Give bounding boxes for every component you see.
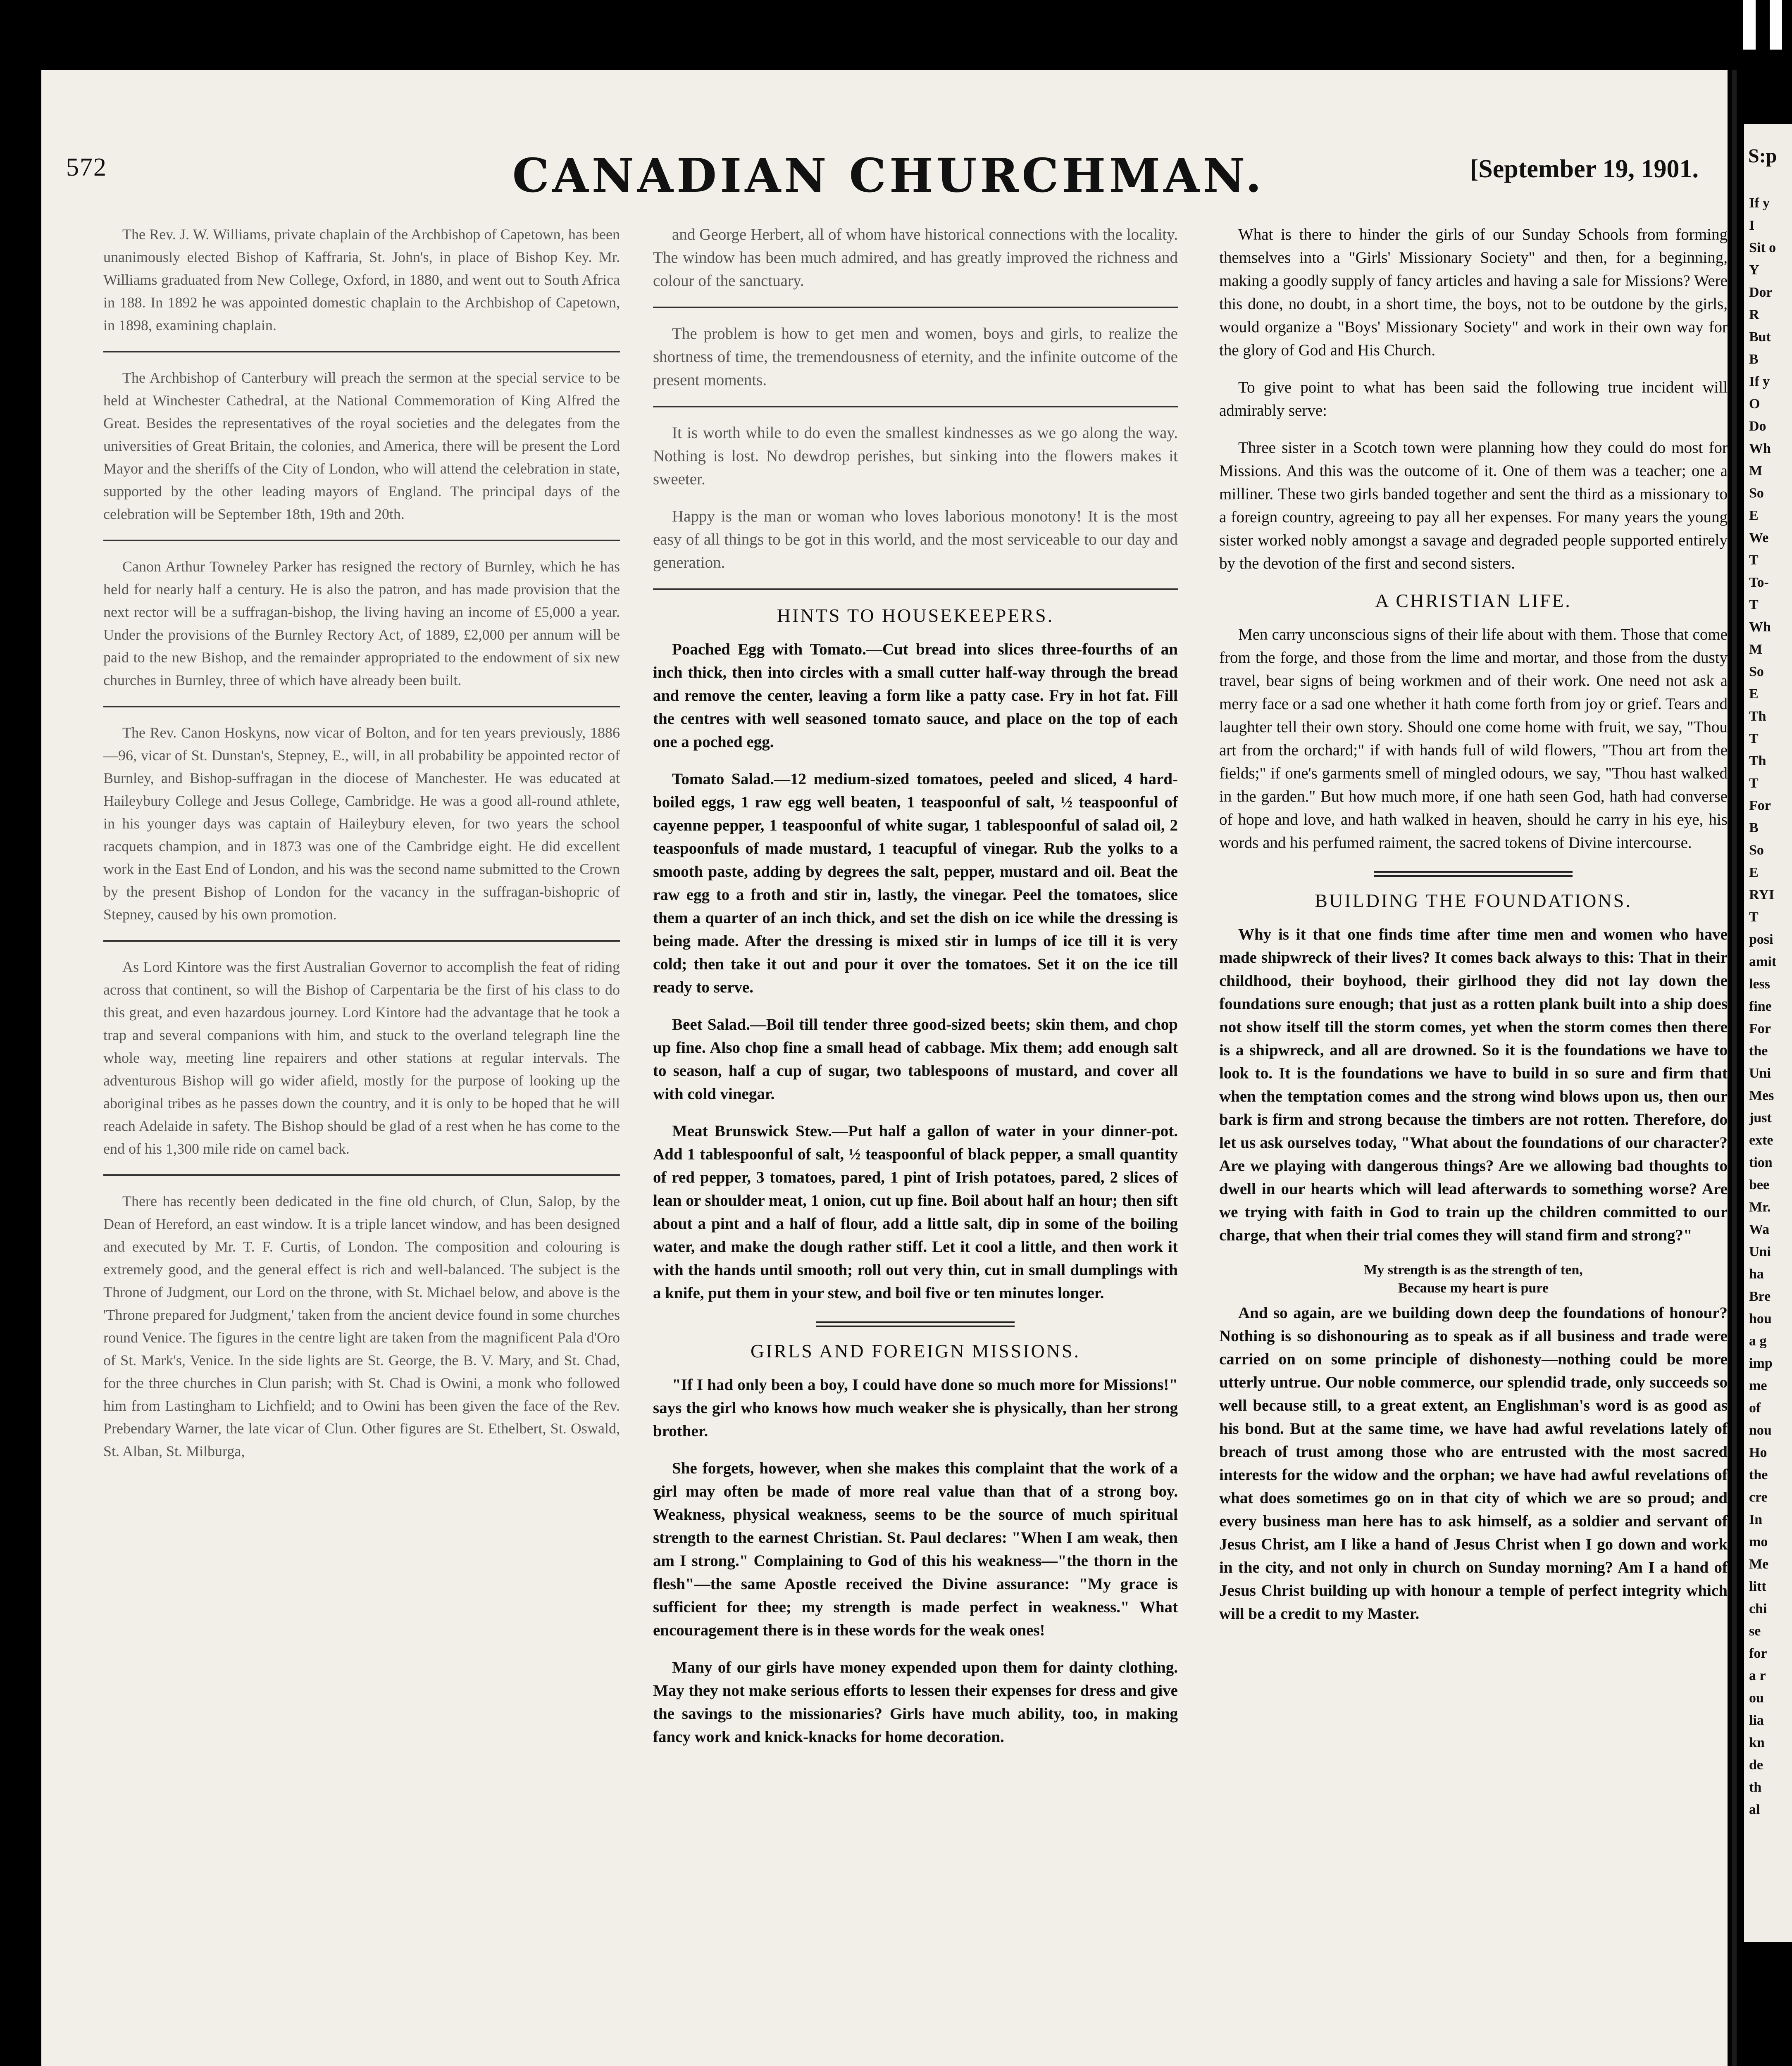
- column-3: [1219, 223, 1728, 1640]
- paragraph-problem: The problem is how to get men and women, boys and girls, to realize the shortness of time, the tremendousness of eternity, and the infinite outcome of the present moments.: [653, 325, 1178, 389]
- adjacent-page-line: posi: [1749, 932, 1773, 947]
- scan-marker-top-left: [1743, 0, 1756, 50]
- missions-section: [653, 1373, 1178, 1749]
- adjacent-page-line: So: [1749, 664, 1764, 679]
- recipes-section: [653, 638, 1178, 1305]
- paragraph-she-forgets: She forgets, however, when she makes this complaint that the work of a girl may often be made of more real value than that of a strong boy. Weakness, physical weakness, seems to be the source of much spiritual strength to the earnest Christian. St. Paul declares: "When I am weak, then am I strong." Complaining to God of this his weakness—"the thorn in the flesh"—the same Apostle received the Divine assurance: "My grace is sufficient for thee; my strength is made perfect in weakness." What encouragement there is in these words for the weak ones!: [653, 1459, 1178, 1639]
- double-divider: [1374, 871, 1573, 877]
- paragraph-parker: Canon Arthur Towneley Parker has resigned the rectory of Burnley, which he has held for nearly half a century. He is also the patron, and has made provision that the next rector will be a suffragan-bishop, the living having an income of £5,000 a year. Under the provisions of the Burnley Rectory Act, of 1889, £2,000 per annum will be paid to the new Bishop, and the remainder appropriated to the endowment of six new churches in Burnley, three of which have already been built.: [103, 558, 620, 688]
- verse-line-1: My strength is as the strength of ten,: [1364, 1262, 1583, 1278]
- paragraph-herbert: and George Herbert, all of whom have historical connections with the locality. The window has been much admired, and has greatly improved the richness and colour of the sanctuary.: [653, 226, 1178, 290]
- adjacent-page-line: exte: [1749, 1133, 1773, 1148]
- paragraph-clun-window: There has recently been dedicated in the fine old church, of Clun, Salop, by the Dean of Hereford, an east window. It is a triple lancet window, and has been designed and executed by Mr. T. F. Curtis, of London. The composition and colouring is extremely good, and the general effect is rich and well-balanced. The subject is the Throne of Judgment, our Lord on the throne, with St. Michael below, and above is the 'Throne prepared for Judgment,' taken from the ancient device found in some churches round Venice. The figures in the centre light are taken from the magnificent Pala d'Oro of St. Mark's, Venice. In the side lights are St. George, the B. V. Mary, and St. Chad, for the three churches in Clun parish; with St. Chad is Owini, a monk who followed him from Lastingham to Lichfield; and to Owini has been given the face of the Rev. Prebendary Warner, the late vicar of Clun. Other figures are St. Ethelbert, St. Oswald, St. Alban, St. Milburga,: [103, 1193, 620, 1459]
- divider: [653, 588, 1178, 590]
- adjacent-page-line: Bre: [1749, 1289, 1771, 1304]
- adjacent-page-line: de: [1749, 1757, 1763, 1773]
- paragraph-archbishop: The Archbishop of Canterbury will preach the sermon at the special service to be held at Winchester Cathedral, at the National Commemoration of King Alfred the Great. Besides the representatives of the royal societies and the delegates from the universities of Great Britain, the colonies, and America, there will be present the Lord Mayor and the sheriffs of the City of London, who will attend the celebration in state, supported by the other leading mayors of England. The principal days of the celebration will be September 18th, 19th and 20th.: [103, 369, 620, 522]
- adjacent-page-line: for: [1749, 1646, 1767, 1661]
- paragraph-to-give-point: To give point to what has been said the following true incident will admirably serve:: [1219, 378, 1728, 419]
- heading-hints-to-housekeepers: HINTS TO HOUSEKEEPERS.: [777, 605, 1054, 626]
- adjacent-page-line: So: [1749, 486, 1764, 501]
- newspaper-page: [41, 70, 1728, 2066]
- adjacent-page-line: T: [1749, 776, 1759, 791]
- verse-line-2: Because my heart is pure: [1398, 1281, 1549, 1296]
- adjacent-page-line: lia: [1749, 1713, 1764, 1728]
- adjacent-page-line: Do: [1749, 419, 1766, 434]
- adjacent-page-line: hou: [1749, 1311, 1772, 1326]
- adjacent-page-line: imp: [1749, 1356, 1773, 1371]
- adjacent-page-line: For: [1749, 798, 1771, 813]
- adjacent-page-line: less: [1749, 976, 1770, 992]
- heading-girls-and-foreign-missions: GIRLS AND FOREIGN MISSIONS.: [750, 1340, 1081, 1361]
- adjacent-page-line: We: [1749, 530, 1769, 545]
- adjacent-page-line: just: [1749, 1110, 1772, 1126]
- recipe-beet-salad: Beet Salad.—Boil till tender three good-sized beets; skin them, and chop up fine. Also chop fine a small head of cabbage. Mix them; add enough salt to season, half a cup of sugar, two tablespoons of mustard, and cover all with cold vinegar.: [653, 1016, 1178, 1103]
- double-divider: [816, 1321, 1015, 1327]
- adjacent-page-line: of: [1749, 1400, 1761, 1416]
- adjacent-page-line: T: [1749, 552, 1759, 568]
- adjacent-page-line: E: [1749, 508, 1759, 523]
- divider: [653, 307, 1178, 308]
- adjacent-page-line: se: [1749, 1623, 1761, 1639]
- adjacent-page-line: M: [1749, 642, 1763, 657]
- adjacent-page-line: kn: [1749, 1735, 1765, 1750]
- adjacent-page-line: T: [1749, 597, 1759, 612]
- divider: [103, 351, 620, 352]
- adjacent-page-line: In: [1749, 1512, 1763, 1527]
- paragraph-kintore: As Lord Kintore was the first Australian Governor to accomplish the feat of riding across that continent, so will the Bishop of Carpentaria be the first of his class to do this great, and even hazardous journey. Lord Kintore had the advantage that he took a trap and several companions with him, and stuck to the overland telegraph line the whole way, meeting line repairers and other stations at regular intervals. The adventurous Bishop will go wider afield, mostly for the purpose of looking up the aboriginal tribes as he passes down the country, and it is only to be hoped that he will reach Adelaide in safety. The Bishop should be glad of a rest when he has come to the end of his 1,300 mile ride on camel back.: [103, 959, 620, 1157]
- adjacent-page-line: Uni: [1749, 1066, 1771, 1081]
- adjacent-page-line: me: [1749, 1378, 1767, 1393]
- paragraph-dainty-clothing: Many of our girls have money expended upon them for dainty clothing. May they not make serious efforts to lessen their expenses for dress and give the savings to the missionaries? Girls have much ability, too, in making fancy work and knick-knacks for home decoration.: [653, 1659, 1178, 1746]
- adjacent-page-line: Ho: [1749, 1445, 1767, 1460]
- adjacent-page-line: Th: [1749, 753, 1766, 769]
- heading-a-christian-life: A CHRISTIAN LIFE.: [1375, 590, 1572, 611]
- adjacent-page-line: T: [1749, 731, 1759, 746]
- adjacent-page-line: th: [1749, 1780, 1762, 1795]
- adjacent-page-line: the: [1749, 1043, 1768, 1059]
- adjacent-page-line: RYI: [1749, 887, 1775, 902]
- adjacent-page-line: litt: [1749, 1579, 1766, 1594]
- divider: [103, 706, 620, 707]
- adjacent-page-line: But: [1749, 329, 1771, 345]
- recipe-tomato-salad: Tomato Salad.—12 medium-sized tomatoes, peeled and sliced, 4 hard-boiled eggs, 1 raw egg well beaten, 1 teaspoonful of salt, ½ teaspoonful of cayenne pepper, 1 teaspoonful of white sugar, 1 tablespoonful of salad oil, 2 teaspoonfuls of made mustard, 1 teacupful of vinegar. Rub the yolks to a smooth paste, adding by degrees the salt, pepper, mustard and oil. Beat the raw egg to a froth and stir in, lastly, the vinegar. Peel the tomatoes, slice them a quarter of an inch thick, and set the dish on ice while the dressing is being made. After the dressing is mixed stir in lumps of ice till it is very cold; then take it out and pour it over the tomatoes. Set it on the ice till ready to serve.: [653, 770, 1178, 996]
- adjacent-page-line: the: [1749, 1467, 1768, 1483]
- adjacent-page-line: I: [1749, 218, 1755, 233]
- paragraph-if-i-had-been-a-boy: "If I had only been a boy, I could have done so much more for Missions!" says the girl who knows how much weaker she is physically, than her strong brother.: [653, 1376, 1178, 1440]
- divider: [103, 540, 620, 541]
- adjacent-page-line: O: [1749, 396, 1760, 412]
- adjacent-page-line: If y: [1749, 195, 1770, 211]
- paragraph-foundations-of-honour: And so again, are we building down deep the foundations of honour? Nothing is so dishonouring as to speak as if all business and trade were carried on on some principle of dishonesty—nothing could be more utterly untrue. Our noble commerce, our splendid trade, only succeeds so well because still, to a great extent, an Englishman's word is as good as his bond. But at the same time, we have had awful revelations lately of breach of trust among those who are entrusted with the most sacred interests for the widow and the orphan; we have had awful revelations of what does sometimes go on in that city of which we are so proud; and every business man here has to ask himself, as a soldier and servant of Jesus Christ, am I like a hand of Jesus Christ when I go down and work in the city, and not only in church on Sunday morning? Am I a hand of Jesus Christ building up with honour a temple of perfect integrity which will be a credit to my Master.: [1219, 1304, 1728, 1623]
- page-number: 572: [66, 153, 107, 181]
- paragraph-three-sisters: Three sister in a Scotch town were planning how they could do most for Missions. And this was the outcome of it. One of them was a teacher; one a milliner. These two girls banded together and sent the third as a missionary to a foreign country, agreeing to pay all her expenses. For many years the young sister worked nobly amongst a savage and degraded people supported entirely by the devotion of the first and second sisters.: [1219, 439, 1728, 572]
- adjacent-page-line: Wh: [1749, 441, 1771, 456]
- adjacent-page-line: B: [1749, 820, 1759, 835]
- heading-building-the-foundations: BUILDING THE FOUNDATIONS.: [1315, 890, 1632, 911]
- adjacent-page-line: ha: [1749, 1266, 1764, 1282]
- adjacent-page-line: bee: [1749, 1177, 1770, 1192]
- adjacent-page-line: E: [1749, 686, 1759, 702]
- foundations-section: [1219, 923, 1728, 1626]
- paragraph-girls-missionary-society: What is there to hinder the girls of our Sunday Schools from forming themselves into a "Girls' Missionary Society" and then, for a beginning, making a goodly supply of fancy articles and having a sale for Missions? Were this done, no doubt, in a short time, the boys, not to be outdone by the girls, would organize a "Boys' Missionary Society" and work in their own way for the glory of God and His Church.: [1219, 226, 1728, 359]
- adjacent-page-line: Wa: [1749, 1222, 1770, 1237]
- adjacent-page-line: M: [1749, 463, 1763, 478]
- adjacent-page-line: cre: [1749, 1490, 1768, 1505]
- adjacent-page-line: al: [1749, 1802, 1760, 1817]
- paragraph-kindnesses: It is worth while to do even the smallest kindnesses as we go along the way. Nothing is lost. No dewdrop perishes, but sinking into the flowers makes it sweeter.: [653, 424, 1178, 488]
- adjacent-page-line: a g: [1749, 1333, 1767, 1349]
- adjacent-page-line: Th: [1749, 709, 1766, 724]
- adjacent-page-line: Wh: [1749, 619, 1771, 635]
- issue-date: [September 19, 1901.: [1470, 155, 1699, 183]
- paragraph-unconscious-signs: Men carry unconscious signs of their life about with them. Those that come from the forge, and those from the lime and mortar, and those from the dusty travel, bear signs of being workmen and of their work. One need not ask a merry face or a sad one whether it hath come forth from joy or grief. Tears and laughter tell their own story. Should one come home with fruit, we say, "Thou art from the orchard;" if with hands full of wild flowers, "Thou art from the fields;" if one's garments smell of mingled odours, we say, "Thou hast walked in the garden." But how much more, if one hath seen God, hath had converse of hope and love, and hath walked in heaven, should he carry in his eye, his words and his perfumed raiment, the sacred tokens of Divine intercourse.: [1219, 626, 1728, 852]
- adjacent-page-line: T: [1749, 909, 1759, 925]
- paragraph-williams: The Rev. J. W. Williams, private chaplain of the Archbishop of Capetown, has been unanimously elected Bishop of Kaffraria, St. John's, in place of Bishop Key. Mr. Williams graduated from New College, Oxford, in 1880, and went out to South Africa in 188. In 1892 he was appointed domestic chaplain to the Archbishop of Capetown, in 1898, examining chaplain.: [103, 226, 620, 333]
- adjacent-page-header: S:p: [1748, 145, 1777, 167]
- verse-quote: [1219, 1261, 1728, 1297]
- adjacent-page-line: Me: [1749, 1557, 1769, 1572]
- column-1: [103, 223, 620, 1477]
- divider: [653, 406, 1178, 407]
- adjacent-page-text: [1744, 167, 1792, 1821]
- adjacent-page-line: Dor: [1749, 285, 1773, 300]
- adjacent-page-line: Y: [1749, 262, 1759, 278]
- page-header: [66, 149, 1711, 202]
- page-gutter-shadow: [1732, 70, 1737, 2066]
- adjacent-page-line: Mes: [1749, 1088, 1774, 1103]
- recipe-poached-egg: Poached Egg with Tomato.—Cut bread into slices three-fourths of an inch thick, then into circles with a small cutter half-way through the bread and remove the center, leaving a form like a patty case. Fry in hot fat. Fill the centres with well seasoned tomato sauce, and place on the top of each one a poched egg.: [653, 640, 1178, 751]
- adjacent-page-line: R: [1749, 307, 1759, 322]
- adjacent-page-line: chi: [1749, 1601, 1767, 1616]
- column-2: [653, 223, 1178, 1763]
- divider: [103, 940, 620, 942]
- adjacent-page-line: Uni: [1749, 1244, 1771, 1259]
- adjacent-page-line: fine: [1749, 999, 1772, 1014]
- adjacent-page-line: Mr.: [1749, 1200, 1771, 1215]
- divider: [103, 1174, 620, 1176]
- adjacent-page-line: nou: [1749, 1423, 1772, 1438]
- adjacent-page-line: a r: [1749, 1668, 1766, 1683]
- adjacent-page-line: mo: [1749, 1534, 1768, 1550]
- adjacent-page-fragment: [1744, 124, 1792, 1942]
- recipe-brunswick-stew: Meat Brunswick Stew.—Put half a gallon of water in your dinner-pot. Add 1 tablespoonful of salt, ½ teaspoonful of black pepper, a small quantity of red pepper, 3 tomatoes, pared, 1 pint of Irish potatoes, pared, 2 slices of lean or shoulder meat, 1 onion, cut up fine. Boil about half an hour; then sift about a pint and a half of flour, add a little salt, dip in some of the boiling water, and make the dough rather stiff. Let it cool a little, and then work it with the hands until smooth; roll out very thin, cut in small dumplings with a knife, put them in your stew, and boil five or ten minutes longer.: [653, 1122, 1178, 1302]
- adjacent-page-line: tion: [1749, 1155, 1773, 1170]
- adjacent-page-line: So: [1749, 843, 1764, 858]
- adjacent-page-line: B: [1749, 352, 1759, 367]
- adjacent-page-line: ou: [1749, 1690, 1764, 1706]
- scan-marker-top-right: [1770, 0, 1782, 50]
- paragraph-hoskyns: The Rev. Canon Hoskyns, now vicar of Bolton, and for ten years previously, 1886—96, vicar of St. Dunstan's, Stepney, E., will, in all probability be appointed rector of Burnley, and Bishop-suffragan in the diocese of Manchester. He was educated at Haileybury College and Jesus College, Cambridge. He was a good all-round athlete, in his younger days was captain of Haileybury eleven, for two years the school racquets champion, and in 1873 was one of the Cambridge eight. He did excellent work in the East End of London, and his was the second name submitted to the Crown by the present Bishop of London for the vacancy in the suffragan-bishopric of Stepney, caused by his own promotion.: [103, 724, 620, 923]
- masthead-title: CANADIAN CHURCHMAN.: [512, 149, 1265, 203]
- adjacent-page-line: If y: [1749, 374, 1770, 389]
- adjacent-page-line: Sit o: [1749, 240, 1776, 255]
- adjacent-page-line: For: [1749, 1021, 1771, 1036]
- paragraph-shipwreck: Why is it that one finds time after time men and women who have made shipwreck of their lives? It comes back always to this: That in their childhood, their boyhood, their girlhood they did not lay down the foundations sure enough; that just as a rotten plank built into a ship does not show itself till the storm comes, yet when the storm comes then there is a shipwreck, and all are drowned. So it is the foundations we have to look to. It is the foundations we have to build in so sure and firm that when the temptation comes and the strong wind blows upon us, then our bark is firm and strong because the timbers are not rotten. Therefore, do let us ask ourselves today, "What about the foundations of our character? Are we playing with dangerous things? Are we allowing bad thoughts to dwell in our hearts which will lead afterwards to something worse? Are we trying with faith in God to train up the children committed to our charge, that when their trial comes they will stand firm and strong?": [1219, 926, 1728, 1244]
- adjacent-page-line: E: [1749, 865, 1759, 880]
- adjacent-page-line: To-: [1749, 575, 1769, 590]
- paragraph-monotony: Happy is the man or woman who loves laborious monotony! It is the most easy of all things to be got in this world, and the most serviceable to our day and generation.: [653, 507, 1178, 571]
- article-columns: [103, 223, 1728, 2066]
- adjacent-page-line: amit: [1749, 954, 1777, 969]
